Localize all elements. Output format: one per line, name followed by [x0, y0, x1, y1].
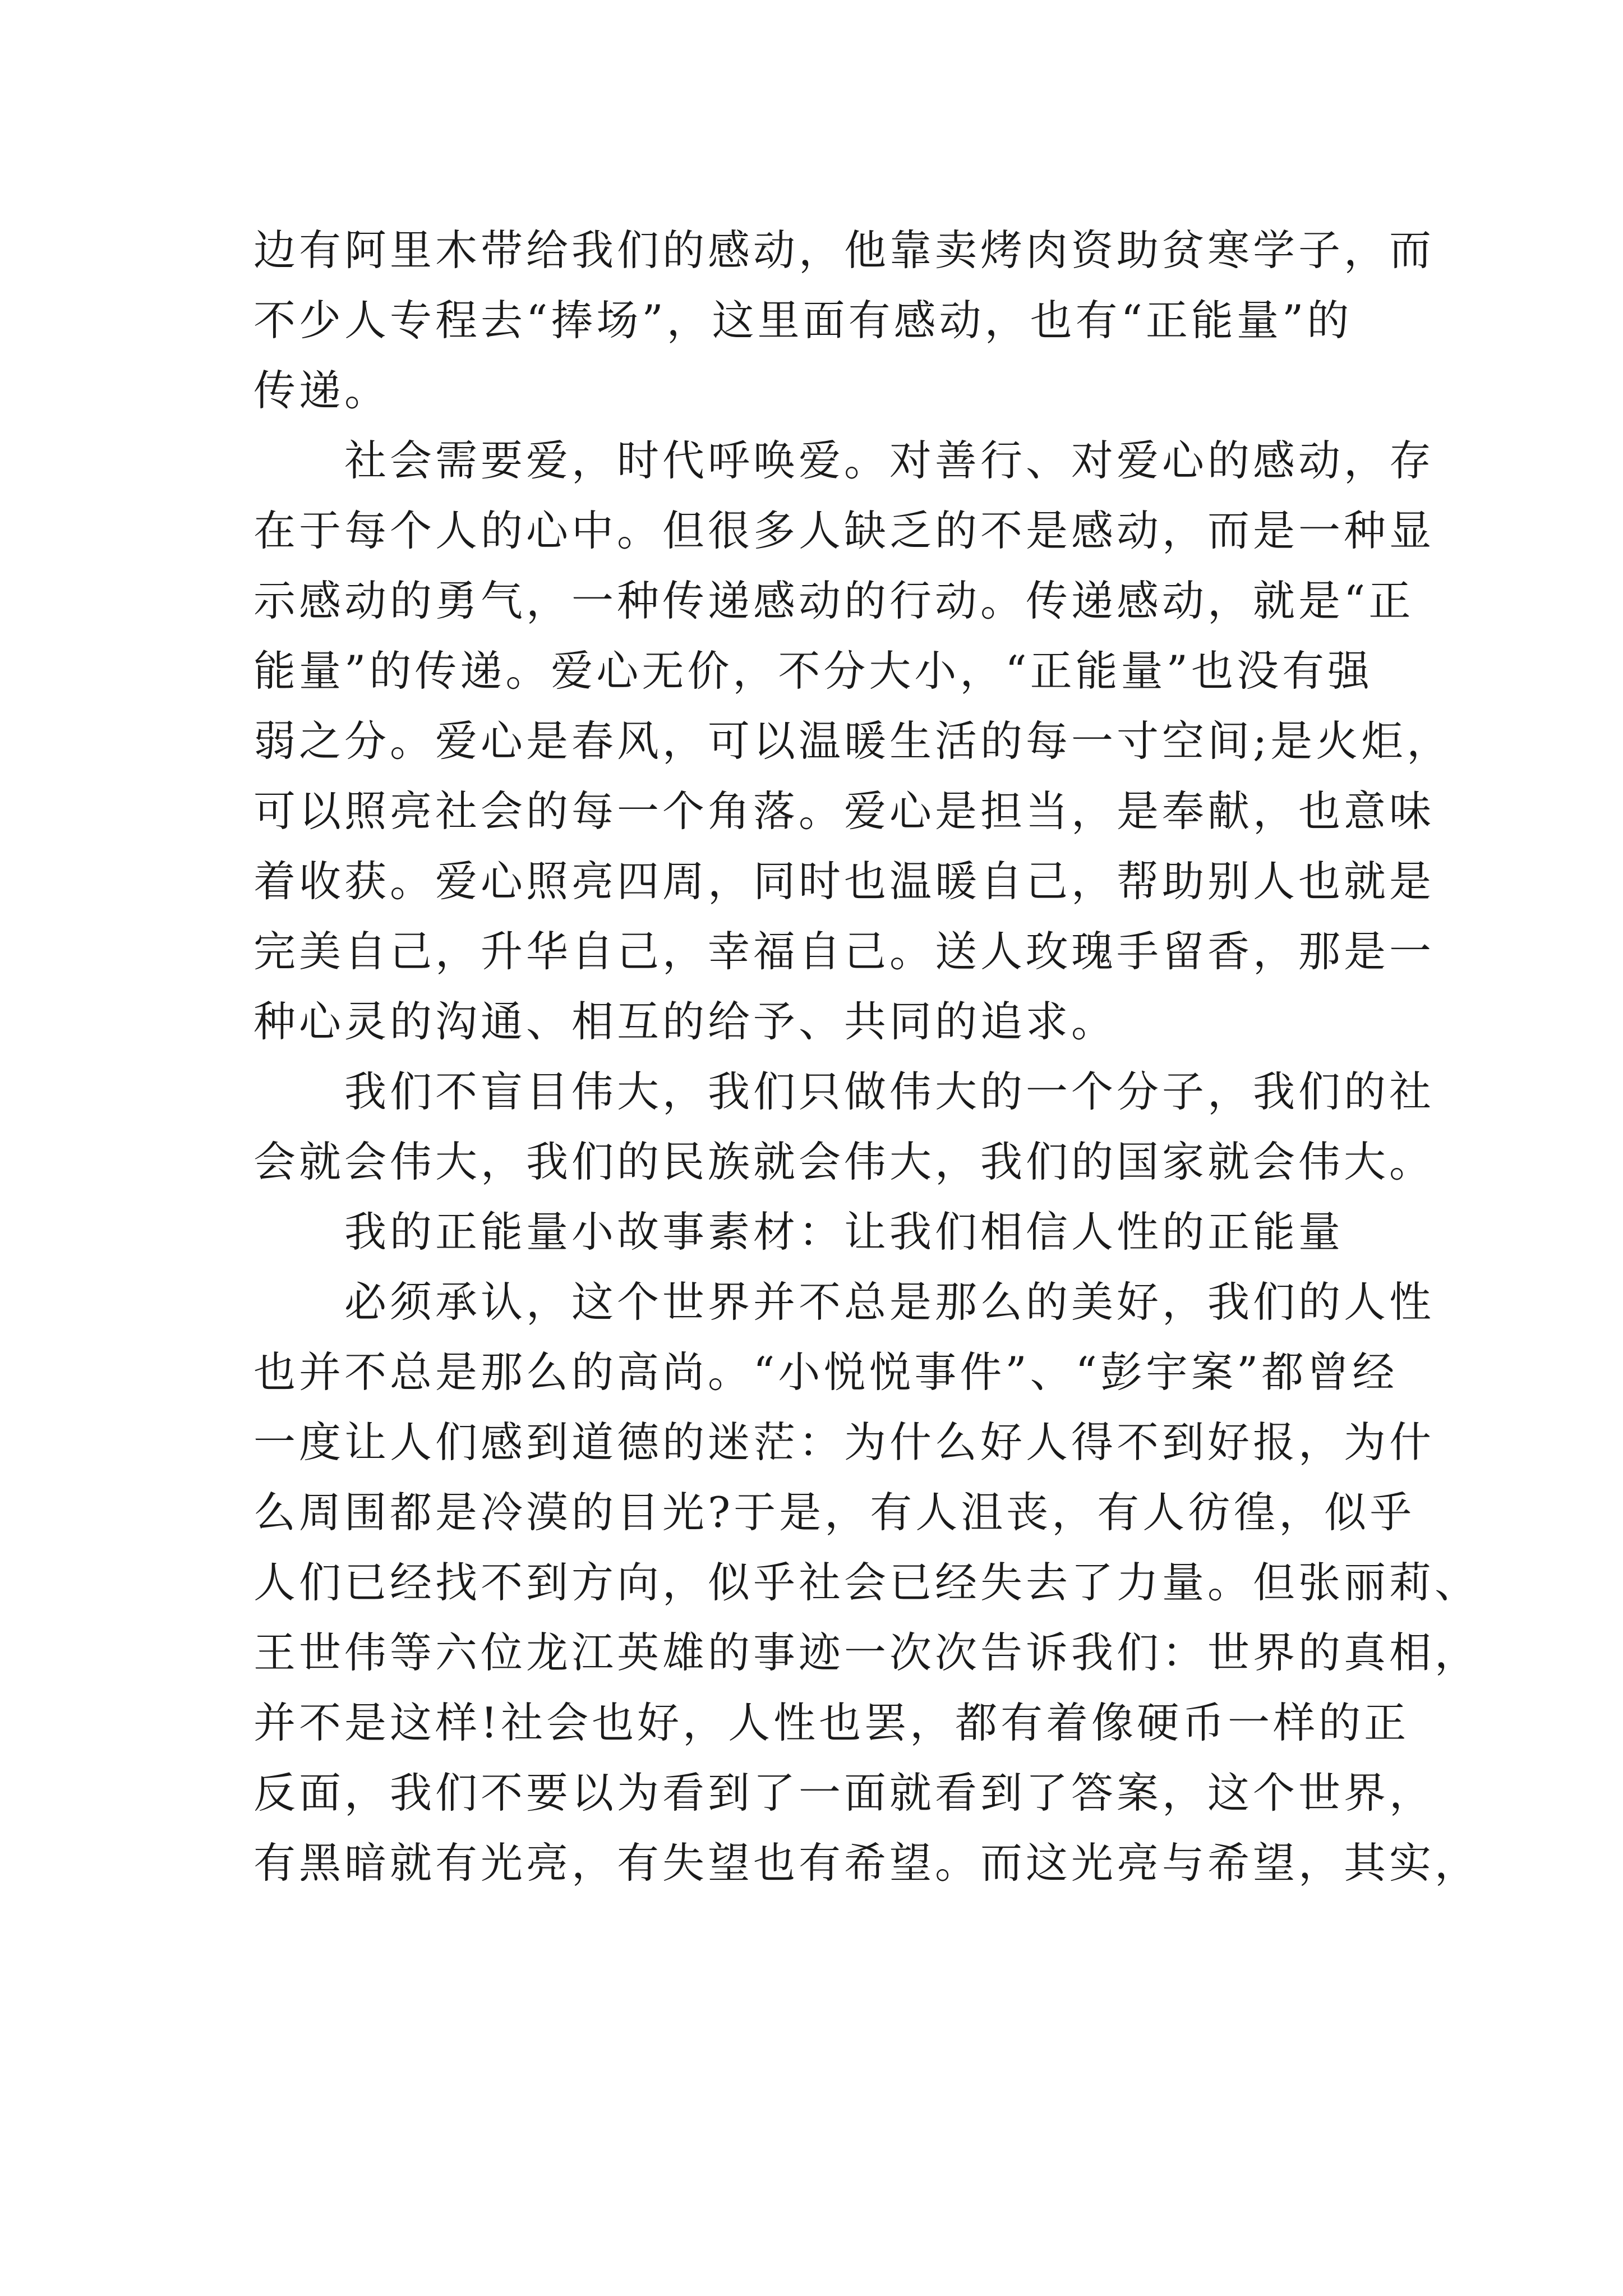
- text-line: 么周围都是冷漠的目光?于是，有人沮丧，有人彷徨，似乎: [253, 1488, 1415, 1537]
- text-line: 完美自己，升华自己，幸福自己。送人玫瑰手留香，那是一: [253, 927, 1435, 976]
- text-line: 传递。: [253, 366, 390, 415]
- text-line: 能量”的传递。爱心无价，不分大小，“正能量”也没有强: [253, 646, 1373, 696]
- text-line: 弱之分。爱心是春风，可以温暖生活的每一寸空间;是火炬，: [253, 716, 1453, 766]
- text-line: 一度让人们感到道德的迷茫：为什么好人得不到好报，为什: [253, 1418, 1435, 1467]
- text-line: 反面，我们不要以为看到了一面就看到了答案，这个世界，: [253, 1768, 1435, 1818]
- text-line: 我们不盲目伟大，我们只做伟大的一个分子，我们的社: [253, 1067, 1435, 1116]
- text-line: 有黑暗就有光亮，有失望也有希望。而这光亮与希望，其实，: [253, 1838, 1481, 1888]
- text-line: 并不是这样!社会也好，人性也罢，都有着像硬币一样的正: [253, 1698, 1410, 1747]
- text-line: 社会需要爱，时代呼唤爱。对善行、对爱心的感动，存: [253, 436, 1435, 485]
- text-line: 人们已经找不到方向，似乎社会已经失去了力量。但张丽莉、: [253, 1558, 1481, 1607]
- text-line: 可以照亮社会的每一个角落。爱心是担当，是奉献，也意味: [253, 786, 1435, 836]
- text-line: 必须承认，这个世界并不总是那么的美好，我们的人性: [253, 1277, 1435, 1327]
- text-line: 着收获。爱心照亮四周，同时也温暖自己，帮助别人也就是: [253, 857, 1435, 906]
- section-heading: 我的正能量小故事素材：让我们相信人性的正能量: [253, 1207, 1344, 1257]
- body-text: [253, 215, 1481, 1898]
- text-line: 会就会伟大，我们的民族就会伟大，我们的国家就会伟大。: [253, 1137, 1435, 1186]
- text-line: 不少人专程去“捧场”，这里面有感动，也有“正能量”的: [253, 296, 1353, 345]
- text-line: 也并不总是那么的高尚。“小悦悦事件”、“彭宇案”都曾经: [253, 1347, 1398, 1397]
- text-line: 示感动的勇气，一种传递感动的行动。传递感动，就是“正: [253, 576, 1414, 625]
- text-line: 在于每个人的心中。但很多人缺乏的不是感动，而是一种显: [253, 506, 1435, 555]
- text-line: 王世伟等六位龙江英雄的事迹一次次告诉我们：世界的真相，: [253, 1628, 1481, 1677]
- text-line: 种心灵的沟通、相互的给予、共同的追求。: [253, 997, 1117, 1046]
- text-line: 边有阿里木带给我们的感动，他靠卖烤肉资助贫寒学子，而: [253, 226, 1435, 275]
